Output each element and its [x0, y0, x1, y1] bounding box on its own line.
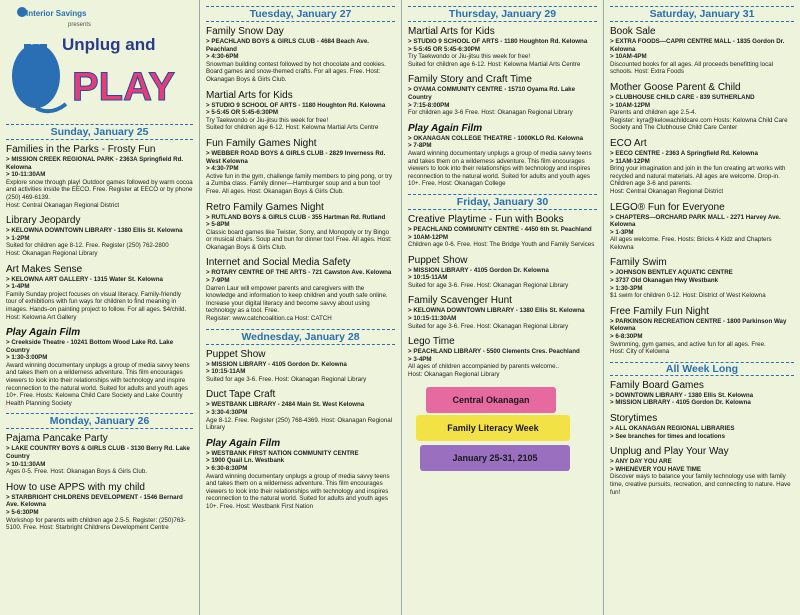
event-title: LEGO® Fun for Everyone: [610, 201, 725, 213]
event-title: Puppet Show: [206, 348, 266, 360]
column-1: [0, 0, 200, 615]
event-time: > 10-11:30AM: [6, 460, 46, 468]
title-unplug-and: Unplug and: [62, 35, 156, 54]
event-location: > STUDIO 9 SCHOOL OF ARTS - 1180 Houghton Rd. Kelowna: [408, 38, 588, 45]
event-location: > MISSION LIBRARY - 4105 Gordon Dr. Kelowna: [206, 360, 347, 368]
event-location: > OKANAGAN COLLEGE THEATRE - 1000KLO Rd. Kelowna: [408, 134, 584, 142]
event-title: How to use APPS with my child: [6, 481, 145, 493]
event-lego-time: [408, 336, 597, 378]
plug-logo-graphic: [6, 4, 194, 120]
event-description: Children age 0-6. Free. Host: The Bridge Youth and Family Services: [408, 241, 595, 249]
event-title: Family Story and Craft Time: [408, 74, 532, 86]
event-time: > 5-5:45 OR 5:45-6:30PM: [408, 45, 481, 53]
event-description: Suited for age 3-6. Free. Host: Okanagan Regional Library: [408, 322, 569, 330]
event-time: > 1-3PM: [610, 228, 634, 236]
all-week-heading: All Week Long: [610, 362, 794, 376]
event-time: > 10:15-11AM: [408, 274, 448, 282]
event-mother-goose: [610, 82, 794, 132]
event-description: $1 swim for children 0-12. Host: District of West Kelowna: [610, 292, 766, 300]
event-location: > PEACHLAND COMMUNITY CENTRE - 4450 6th St. Peachland: [408, 225, 592, 233]
event-description: Award winning documentary unplugs a group of media savvy teens and takes them on a wilderness adventure. This film encourages viewers to look into their relationships with technology and inspires reconnection to the natural world. Suited for adults and youth ages 10+. Free. Host: Westbank First Nation: [206, 472, 390, 510]
event-description: Discounted books for all ages. All proceeds benefitting local schools. Host: Extra Foods: [610, 60, 774, 76]
event-time: > 6-8:30PM: [610, 333, 643, 341]
event-title: Storytimes: [610, 413, 658, 424]
event-address: > 3737 Old Okanagan Hwy Westbank: [610, 277, 719, 285]
event-title: Retro Family Games Night: [206, 201, 324, 213]
event-title: Martial Arts for Kids: [408, 26, 495, 37]
event-description: Suited for age 3-6. Free. Host: Okanagan Regional Library: [408, 281, 569, 289]
event-martial-arts: [206, 90, 395, 132]
presents-text: presents: [68, 22, 92, 28]
event-title: Play Again Film: [408, 122, 483, 134]
title-play: PLAY: [72, 65, 176, 109]
event-address: > 1900 Quail Ln. Westbank: [206, 457, 285, 465]
event-description: Parents and children age 2.5-4.: [610, 109, 697, 117]
day-heading: Sunday, January 25: [6, 124, 193, 140]
event-location: > EXTRA FOODS—CAPRI CENTRE MALL - 1835 Gordon Dr. Kelowna: [610, 38, 785, 53]
event-title: Martial Arts for Kids: [206, 89, 293, 101]
event-scavenger-hunt: [408, 295, 597, 330]
event-description: For children age 3-6 Free. Host: Okanagan Regional Library: [408, 109, 573, 117]
event-location: > STUDIO 9 SCHOOL OF ARTS - 1180 Houghton Rd. Kelowna: [206, 101, 386, 109]
event-puppet-show: [408, 255, 597, 290]
event-creative-playtime: [408, 214, 597, 249]
event-time: > 3:30-4:30PM: [206, 409, 248, 416]
event-host: Host: Kelowna Art Gallery: [6, 313, 77, 321]
event-location: > MISSION LIBRARY - 4105 Gordon Dr. Kelowna: [610, 399, 751, 407]
event-location: > STARBRIGHT CHILDRENS DEVELOPMENT - 1546 Bernard Ave. Kelowna: [6, 493, 183, 509]
event-location: > KELOWNA DOWNTOWN LIBRARY - 1380 Ellis St. Kelowna: [6, 227, 183, 235]
event-title: Unplug and Play Your Way: [610, 446, 729, 458]
event-description: Classic board games like Twister, Sorry, and Monopoly or try Bingo or musical chairs. Soup and bun for dinner too! Free. All ages. Host: Okanagan Boys & Girls Club.: [206, 228, 392, 251]
event-title: Pajama Pancake Party: [6, 433, 108, 445]
event-location: > MISSION LIBRARY - 4105 Gordon Dr. Kelowna: [408, 266, 549, 274]
event-location: > EECO CENTRE - 2363 A Springfield Rd. Kelowna: [610, 149, 758, 157]
event-martial-arts: [408, 26, 597, 68]
event-location: > RUTLAND BOYS & GIRLS CLUB - 355 Hartman Rd. Rutland: [206, 213, 386, 221]
event-host: Suited for children age 6-12. Host: Kelowna Martial Arts Centre: [206, 124, 379, 132]
event-title: Family Snow Day: [206, 26, 284, 37]
event-lego-fun: [610, 202, 794, 252]
event-title: Library Jeopardy: [6, 215, 81, 227]
event-time: > 7-8PM: [408, 142, 432, 150]
event-title: Art Makes Sense: [6, 263, 83, 275]
event-host: Host: Central Okanagan Regional District: [610, 187, 724, 195]
event-family-snow-day: [206, 26, 395, 84]
day-heading: Wednesday, January 28: [206, 329, 395, 345]
event-play-again-film: [6, 327, 193, 407]
event-location: > ROTARY CENTRE OF THE ARTS - 721 Cawston Ave. Kelowna: [206, 269, 392, 277]
day-heading: Thursday, January 29: [408, 6, 597, 22]
event-time: > 1:30-3:00PM: [6, 354, 48, 362]
event-time: > 7:15-8:00PM: [408, 101, 450, 109]
event-time: > 1-4PM: [6, 283, 30, 291]
event-unplug-your-way: [610, 446, 794, 496]
event-description: Active fun in the gym, challenge family members to ping pong, or try a Zumba class. Family dinner—Hamburger soup and a bun too! Free. All ages. Host: Okanagan Boys & Girls Club.: [206, 172, 393, 195]
book-family-literacy-week: Family Literacy Week: [416, 415, 570, 441]
event-description: Suited for children age 8-12. Free. Register (250) 762-2800: [6, 242, 169, 250]
event-description: Snowman building contest followed by hot chocolate and cookies. Board games and snow-themed crafts. For all ages. Free. Host: Okanagan Boys & Girls Club.: [206, 60, 386, 83]
event-location: > PARKINSON RECREATION CENTRE - 1800 Parkinson Way Kelowna: [610, 317, 787, 333]
event-time: > 10-11:30AM: [6, 171, 46, 179]
event-title: Mother Goose Parent & Child: [610, 81, 741, 93]
event-description: Try Taekwondo or Jiu-jitsu this week for free!: [206, 116, 329, 124]
event-title: Family Board Games: [610, 379, 704, 391]
event-location: > MISSION CREEK REGIONAL PARK - 2363A Springfield Rd. Kelowna: [6, 156, 184, 171]
event-play-again-film: [206, 438, 395, 511]
event-location: > KELOWNA DOWNTOWN LIBRARY - 1380 Ellis St. Kelowna: [408, 307, 585, 315]
day-heading: Friday, January 30: [408, 194, 597, 210]
event-time: > 5-8PM: [206, 221, 230, 229]
event-time: > 6:30-8:30PM: [206, 464, 248, 472]
event-title: Fun Family Games Night: [206, 137, 317, 149]
event-play-again-film: [408, 123, 597, 188]
event-board-games: [610, 380, 794, 407]
event-note: > See branches for times and locations: [610, 432, 726, 440]
event-time: > 10AM-12PM: [610, 101, 651, 109]
event-description: Darren Laur will empower parents and caregivers with the knowledge and information to keep children and youth safe online. Increase your digital literacy and become savvy about using technology as a tool. Free.: [206, 284, 388, 315]
event-title: Families in the Parks - Frosty Fun: [6, 144, 156, 155]
event-pajama-pancake: [6, 433, 193, 475]
event-library-jeopardy: [6, 215, 193, 257]
event-time: > 3-4PM: [408, 355, 432, 363]
event-time: > 7-9PM: [206, 277, 230, 285]
event-time: > 10AM-4PM: [610, 53, 647, 61]
event-location: > PEACHLAND LIBRARY - 5500 Clements Cres. Peachland: [408, 348, 580, 356]
event-time: > 1-2PM: [6, 234, 30, 242]
event-duct-tape: [206, 389, 395, 431]
column-3: [402, 0, 604, 615]
event-host: Host: Okanagan Regional Library: [408, 371, 500, 379]
column-4: [604, 0, 800, 615]
event-description: Award winning documentary unplugs a group of media savvy teens and takes them on a wilderness adventure. This film encourages viewers to look into their relationships with technology and inspires reconnection to the natural world. Suited for adults and youth ages 10+. Free. Host: Okanagan College: [408, 149, 592, 188]
event-title: Duct Tape Craft: [206, 389, 276, 401]
event-title: Family Swim: [610, 257, 667, 269]
event-free-fun-night: [610, 306, 794, 356]
event-when: > WHENEVER YOU HAVE TIME: [610, 465, 702, 473]
event-when: > ANY DAY YOU ARE: [610, 458, 672, 466]
event-host: Register: www.catchcoalition.ca Host: CATCH: [206, 315, 332, 323]
event-description: All ages of children accompanied by parents welcome..: [408, 363, 559, 371]
event-title: Creative Playtime - Fun with Books: [408, 213, 564, 225]
event-time: > 5-6:30PM: [6, 509, 39, 516]
event-host: Register: kyra@kelowachildcare.com Hosts: Kelowna Child Care Society and The Clubhouse Child Care Center: [610, 116, 788, 132]
event-art-makes-sense: [6, 264, 193, 322]
event-description: Workshop for parents with children age 2.5-5. Register: (250)763-5100. Free. Host: Starbright Childrens Development Centre: [6, 516, 186, 532]
book-dates: January 25-31, 2105: [420, 445, 570, 471]
event-title: Play Again Film: [206, 437, 281, 449]
event-description: Swimming, gym games, and active fun for all ages. Free.: [610, 340, 766, 348]
event-location: > WEBBER ROAD BOYS & GIRLS CLUB - 2829 Inverness Rd. West Kelowna: [206, 149, 386, 165]
event-description: Award winning documentary unplugs a group of media savvy teens and takes them on a wilderness adventure. This film encourages viewers to look into their relationships with technology and inspire reconnection to the natural world. Suited for adults and youth ages 10+. Free. Hosts: Kelowna Child Care Society and Lake Country Health Planning Society: [6, 361, 190, 407]
event-title: Free Family Fun Night: [610, 305, 709, 317]
event-description: All ages welcome. Free. Hosts: Bricks 4 Kidz and Chapters Kelowna: [610, 236, 772, 251]
event-time: > 10:15-11:30AM: [408, 315, 457, 323]
column-2: [200, 0, 402, 615]
event-title: Lego Time: [408, 336, 455, 348]
event-story-craft: [408, 74, 597, 116]
event-description: Age 8-12. Free. Register (250) 768-4369. Host: Okanagan Regional Library: [206, 416, 393, 432]
event-location: > PEACHLAND BOYS & GIRLS CLUB - 4684 Beach Ave. Peachland: [206, 38, 370, 53]
event-time: > 1:30-3PM: [610, 284, 643, 292]
event-storytimes: [610, 413, 794, 440]
event-time: > 10:15-11AM: [206, 368, 246, 376]
event-description: Discover ways to balance your family technology use with family time, creative pursuits, recreation, and connecting to nature. Have fun!: [610, 473, 791, 496]
event-time: > 11AM-12PM: [610, 157, 650, 165]
event-description: Ages 0-5. Free. Host: Okanagan Boys & Girls Club.: [6, 468, 147, 476]
event-description: Suited for age 3-6. Free. Host: Okanagan Regional Library: [206, 375, 367, 383]
event-location: > WESTBANK FIRST NATION COMMUNITY CENTRE: [206, 449, 359, 457]
event-family-swim: [610, 257, 794, 299]
event-internet-safety: [206, 257, 395, 322]
event-location: > ALL OKANAGAN REGIONAL LIBRARIES: [610, 425, 735, 432]
event-location: > JOHNSON BENTLEY AQUATIC CENTRE: [610, 269, 733, 277]
day-heading: Tuesday, January 27: [206, 6, 395, 22]
event-description: Try Taekwondo or Jiu-jitsu this week for free!: [408, 53, 531, 61]
sponsor-name: Interior Savings: [26, 9, 87, 18]
event-location: > Creekside Theatre - 10241 Bottom Wood Lake Rd. Lake Country: [6, 339, 174, 354]
event-title: Puppet Show: [408, 254, 468, 266]
event-title: Family Scavenger Hunt: [408, 295, 512, 307]
event-location: > LAKE COUNTRY BOYS & GIRLS CLUB - 3130 Berry Rd. Lake Country: [6, 445, 190, 461]
event-location: > KELOWNA ART GALLERY - 1315 Water St. Kelowna: [6, 275, 163, 283]
event-location: > DOWNTOWN LIBRARY - 1380 Ellis St. Kelowna: [610, 391, 754, 399]
event-apps-workshop: [6, 482, 193, 532]
event-title: ECO Art: [610, 137, 647, 149]
event-time: > 4:30-6PM: [206, 53, 239, 61]
event-title: Play Again Film: [6, 327, 81, 339]
event-frosty-fun: [6, 144, 193, 209]
event-eco-art: [610, 138, 794, 196]
day-heading: Saturday, January 31: [610, 6, 794, 22]
event-retro-games: [206, 202, 395, 252]
event-host: Host: Central Okanagan Regional District: [6, 201, 120, 209]
event-time: > 10AM-12PM: [408, 233, 449, 241]
event-title: Internet and Social Media Safety: [206, 257, 351, 269]
event-host: Host: Okanagan Regional Library: [6, 249, 98, 257]
event-book-sale: [610, 26, 794, 76]
event-description: Bring your imagination and join in the fun creating art works with recycled and natural materials. All ages are welcome. Drop-in. Children age 3-6 and parents.: [610, 165, 786, 188]
event-location: > OYAMA COMMUNITY CENTRE - 15710 Oyama Rd. Lake Country: [408, 86, 576, 101]
event-description: Explore snow through play! Outdoor games followed by warm cocoa and activities inside the EECO. Free. Register at EECO or by phone (250) 469-6139.: [6, 178, 193, 201]
event-host: Host: City of Kelowna: [610, 348, 670, 356]
event-location: > CLUBHOUSE CHILD CARE - 839 SUTHERLAND: [610, 93, 755, 101]
day-heading: Monday, January 26: [6, 413, 193, 429]
event-time: > 5-5:45 OR 5:45-6:30PM: [206, 109, 279, 117]
event-location: > CHAPTERS—ORCHARD PARK MALL - 2271 Harvey Ave. Kelowna: [610, 213, 781, 229]
event-time: > 4:30-7PM: [206, 165, 239, 173]
event-host: Suited for children age 6-12. Host: Kelowna Martial Arts Centre: [408, 60, 581, 68]
event-description: Family Sunday project focuses on visual literacy. Family-friendly tour of exhibitions with fun ways for children to find meaning in images. Hands-on painting project to follow. For all ages. $4/child.: [6, 290, 187, 313]
book-central-okanagan: Central Okanagan: [426, 387, 556, 413]
unplug-and-play-logo: [6, 4, 193, 122]
book-stack-graphic: [408, 387, 578, 479]
event-location: > WESTBANK LIBRARY - 2484 Main St. West Kelowna: [206, 401, 365, 409]
event-puppet-show: [206, 349, 395, 384]
event-fun-family-games: [206, 138, 395, 196]
event-title: Book Sale: [610, 26, 656, 37]
